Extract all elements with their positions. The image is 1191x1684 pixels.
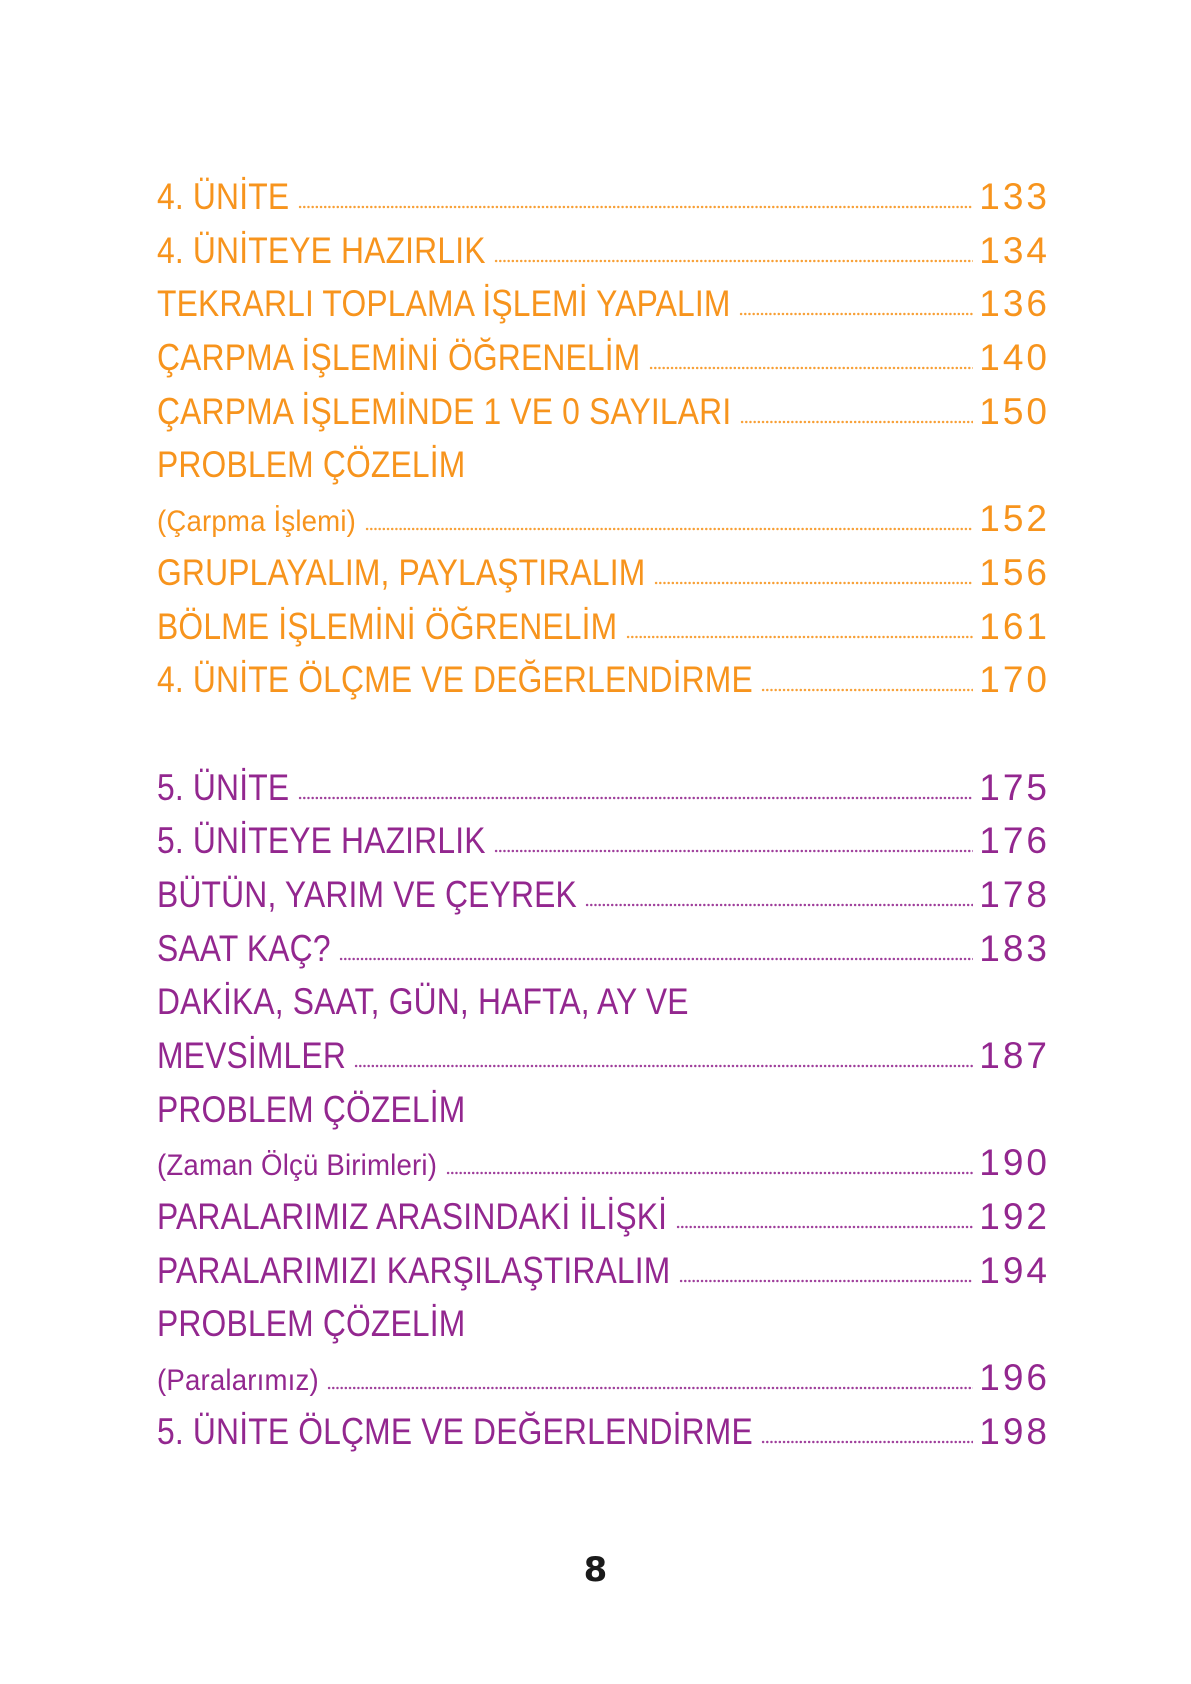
toc-entry-title: BÖLME İŞLEMİNİ ÖĞRENELİM xyxy=(157,605,618,647)
toc-entry[interactable] xyxy=(157,819,1050,873)
toc-entry-title: PROBLEM ÇÖZELİM xyxy=(157,444,466,486)
toc-entry-heading[interactable] xyxy=(157,1088,1050,1142)
dot-leader xyxy=(740,390,973,424)
toc-entry[interactable] xyxy=(157,766,1050,820)
toc-entry-subtitle: (Zaman Ölçü Birimleri) xyxy=(157,1149,438,1183)
toc-entry-page: 176 xyxy=(979,820,1050,862)
toc-entry[interactable] xyxy=(157,1195,1050,1249)
dot-leader xyxy=(327,1356,973,1390)
toc-entry-page: 140 xyxy=(979,337,1050,379)
toc-entry-page: 187 xyxy=(979,1035,1050,1076)
table-of-contents xyxy=(157,175,1050,1464)
dot-leader xyxy=(654,551,973,585)
toc-entry-title: 5. ÜNİTE xyxy=(157,766,290,808)
dot-leader xyxy=(298,175,973,209)
toc-entry-page: 178 xyxy=(979,873,1050,915)
toc-entry-title: ÇARPMA İŞLEMİNİ ÖĞRENELİM xyxy=(157,337,641,379)
toc-entry[interactable] xyxy=(157,1141,1050,1195)
toc-entry[interactable] xyxy=(157,1356,1050,1410)
toc-entry[interactable] xyxy=(157,927,1050,981)
dot-leader xyxy=(298,766,973,800)
toc-entry-page: 136 xyxy=(979,283,1050,325)
toc-entry-page: 190 xyxy=(979,1142,1050,1184)
toc-entry-page: 156 xyxy=(979,551,1050,593)
toc-entry-page: 192 xyxy=(979,1196,1050,1238)
dot-leader xyxy=(626,605,973,639)
toc-entry[interactable] xyxy=(157,1249,1050,1303)
toc-entry-subtitle: (Paralarımız) xyxy=(157,1364,319,1398)
dot-leader xyxy=(339,927,973,961)
dot-leader xyxy=(739,282,973,316)
toc-entry-page: 134 xyxy=(979,229,1050,271)
toc-entry[interactable] xyxy=(157,873,1050,927)
toc-entry-title: PARALARIMIZ ARASINDAKİ İLİŞKİ xyxy=(157,1196,668,1238)
toc-entry[interactable] xyxy=(157,658,1050,712)
toc-entry-page: 175 xyxy=(979,766,1050,808)
toc-entry-title: 4. ÜNİTE xyxy=(157,176,290,217)
toc-entry-title: MEVSİMLER xyxy=(157,1035,346,1076)
toc-entry[interactable] xyxy=(157,175,1050,229)
toc-entry-title: ÇARPMA İŞLEMİNDE 1 VE 0 SAYILARI xyxy=(157,390,732,432)
toc-entry-heading[interactable] xyxy=(157,980,1050,1034)
toc-entry[interactable] xyxy=(157,1034,1050,1088)
toc-entry-title: 4. ÜNİTEYE HAZIRLIK xyxy=(157,229,486,271)
dot-leader xyxy=(585,873,973,907)
toc-entry-page: 133 xyxy=(979,176,1050,217)
toc-entry-subtitle: (Çarpma İşlemi) xyxy=(157,505,357,539)
toc-entry-title: PROBLEM ÇÖZELİM xyxy=(157,1088,466,1130)
toc-entry-title: 4. ÜNİTE ÖLÇME VE DEĞERLENDİRME xyxy=(157,659,753,701)
section-spacer xyxy=(157,712,1050,766)
toc-entry-page: 150 xyxy=(979,390,1050,432)
toc-entry-page: 196 xyxy=(979,1357,1050,1399)
page-number: 8 xyxy=(583,1550,608,1590)
dot-leader xyxy=(494,819,973,853)
dot-leader xyxy=(761,1410,973,1444)
toc-entry-page: 152 xyxy=(979,498,1050,540)
toc-entry-page: 183 xyxy=(979,927,1050,969)
toc-entry-title: BÜTÜN, YARIM VE ÇEYREK xyxy=(157,873,577,915)
toc-entry[interactable] xyxy=(157,282,1050,336)
toc-entry-title: 5. ÜNİTEYE HAZIRLIK xyxy=(157,820,486,862)
toc-entry-title: 5. ÜNİTE ÖLÇME VE DEĞERLENDİRME xyxy=(157,1410,753,1452)
toc-entry-page: 161 xyxy=(979,605,1050,647)
dot-leader xyxy=(446,1141,973,1175)
toc-entry-page: 170 xyxy=(979,659,1050,701)
dot-leader xyxy=(649,336,973,370)
unit-5-section xyxy=(157,766,1050,1464)
dot-leader xyxy=(354,1034,973,1068)
toc-entry-title: DAKİKA, SAAT, GÜN, HAFTA, AY VE xyxy=(157,981,689,1023)
toc-entry[interactable] xyxy=(157,497,1050,551)
toc-entry-title: TEKRARLI TOPLAMA İŞLEMİ YAPALIM xyxy=(157,283,731,325)
toc-entry-title: PARALARIMIZI KARŞILAŞTIRALIM xyxy=(157,1249,671,1291)
toc-entry[interactable] xyxy=(157,605,1050,659)
toc-entry-heading[interactable] xyxy=(157,1302,1050,1356)
toc-entry-page: 198 xyxy=(979,1410,1050,1452)
toc-entry[interactable] xyxy=(157,229,1050,283)
dot-leader xyxy=(679,1249,973,1283)
toc-entry[interactable] xyxy=(157,390,1050,444)
dot-leader xyxy=(676,1195,973,1229)
toc-entry[interactable] xyxy=(157,551,1050,605)
dot-leader xyxy=(761,658,973,692)
unit-4-section xyxy=(157,175,1050,712)
toc-entry-title: PROBLEM ÇÖZELİM xyxy=(157,1303,466,1345)
dot-leader xyxy=(365,497,973,531)
dot-leader xyxy=(494,229,973,263)
toc-entry[interactable] xyxy=(157,1410,1050,1464)
toc-entry[interactable] xyxy=(157,336,1050,390)
toc-entry-title: SAAT KAÇ? xyxy=(157,927,331,969)
toc-entry-title: GRUPLAYALIM, PAYLAŞTIRALIM xyxy=(157,551,646,593)
toc-entry-heading[interactable] xyxy=(157,443,1050,497)
toc-entry-page: 194 xyxy=(979,1249,1050,1291)
